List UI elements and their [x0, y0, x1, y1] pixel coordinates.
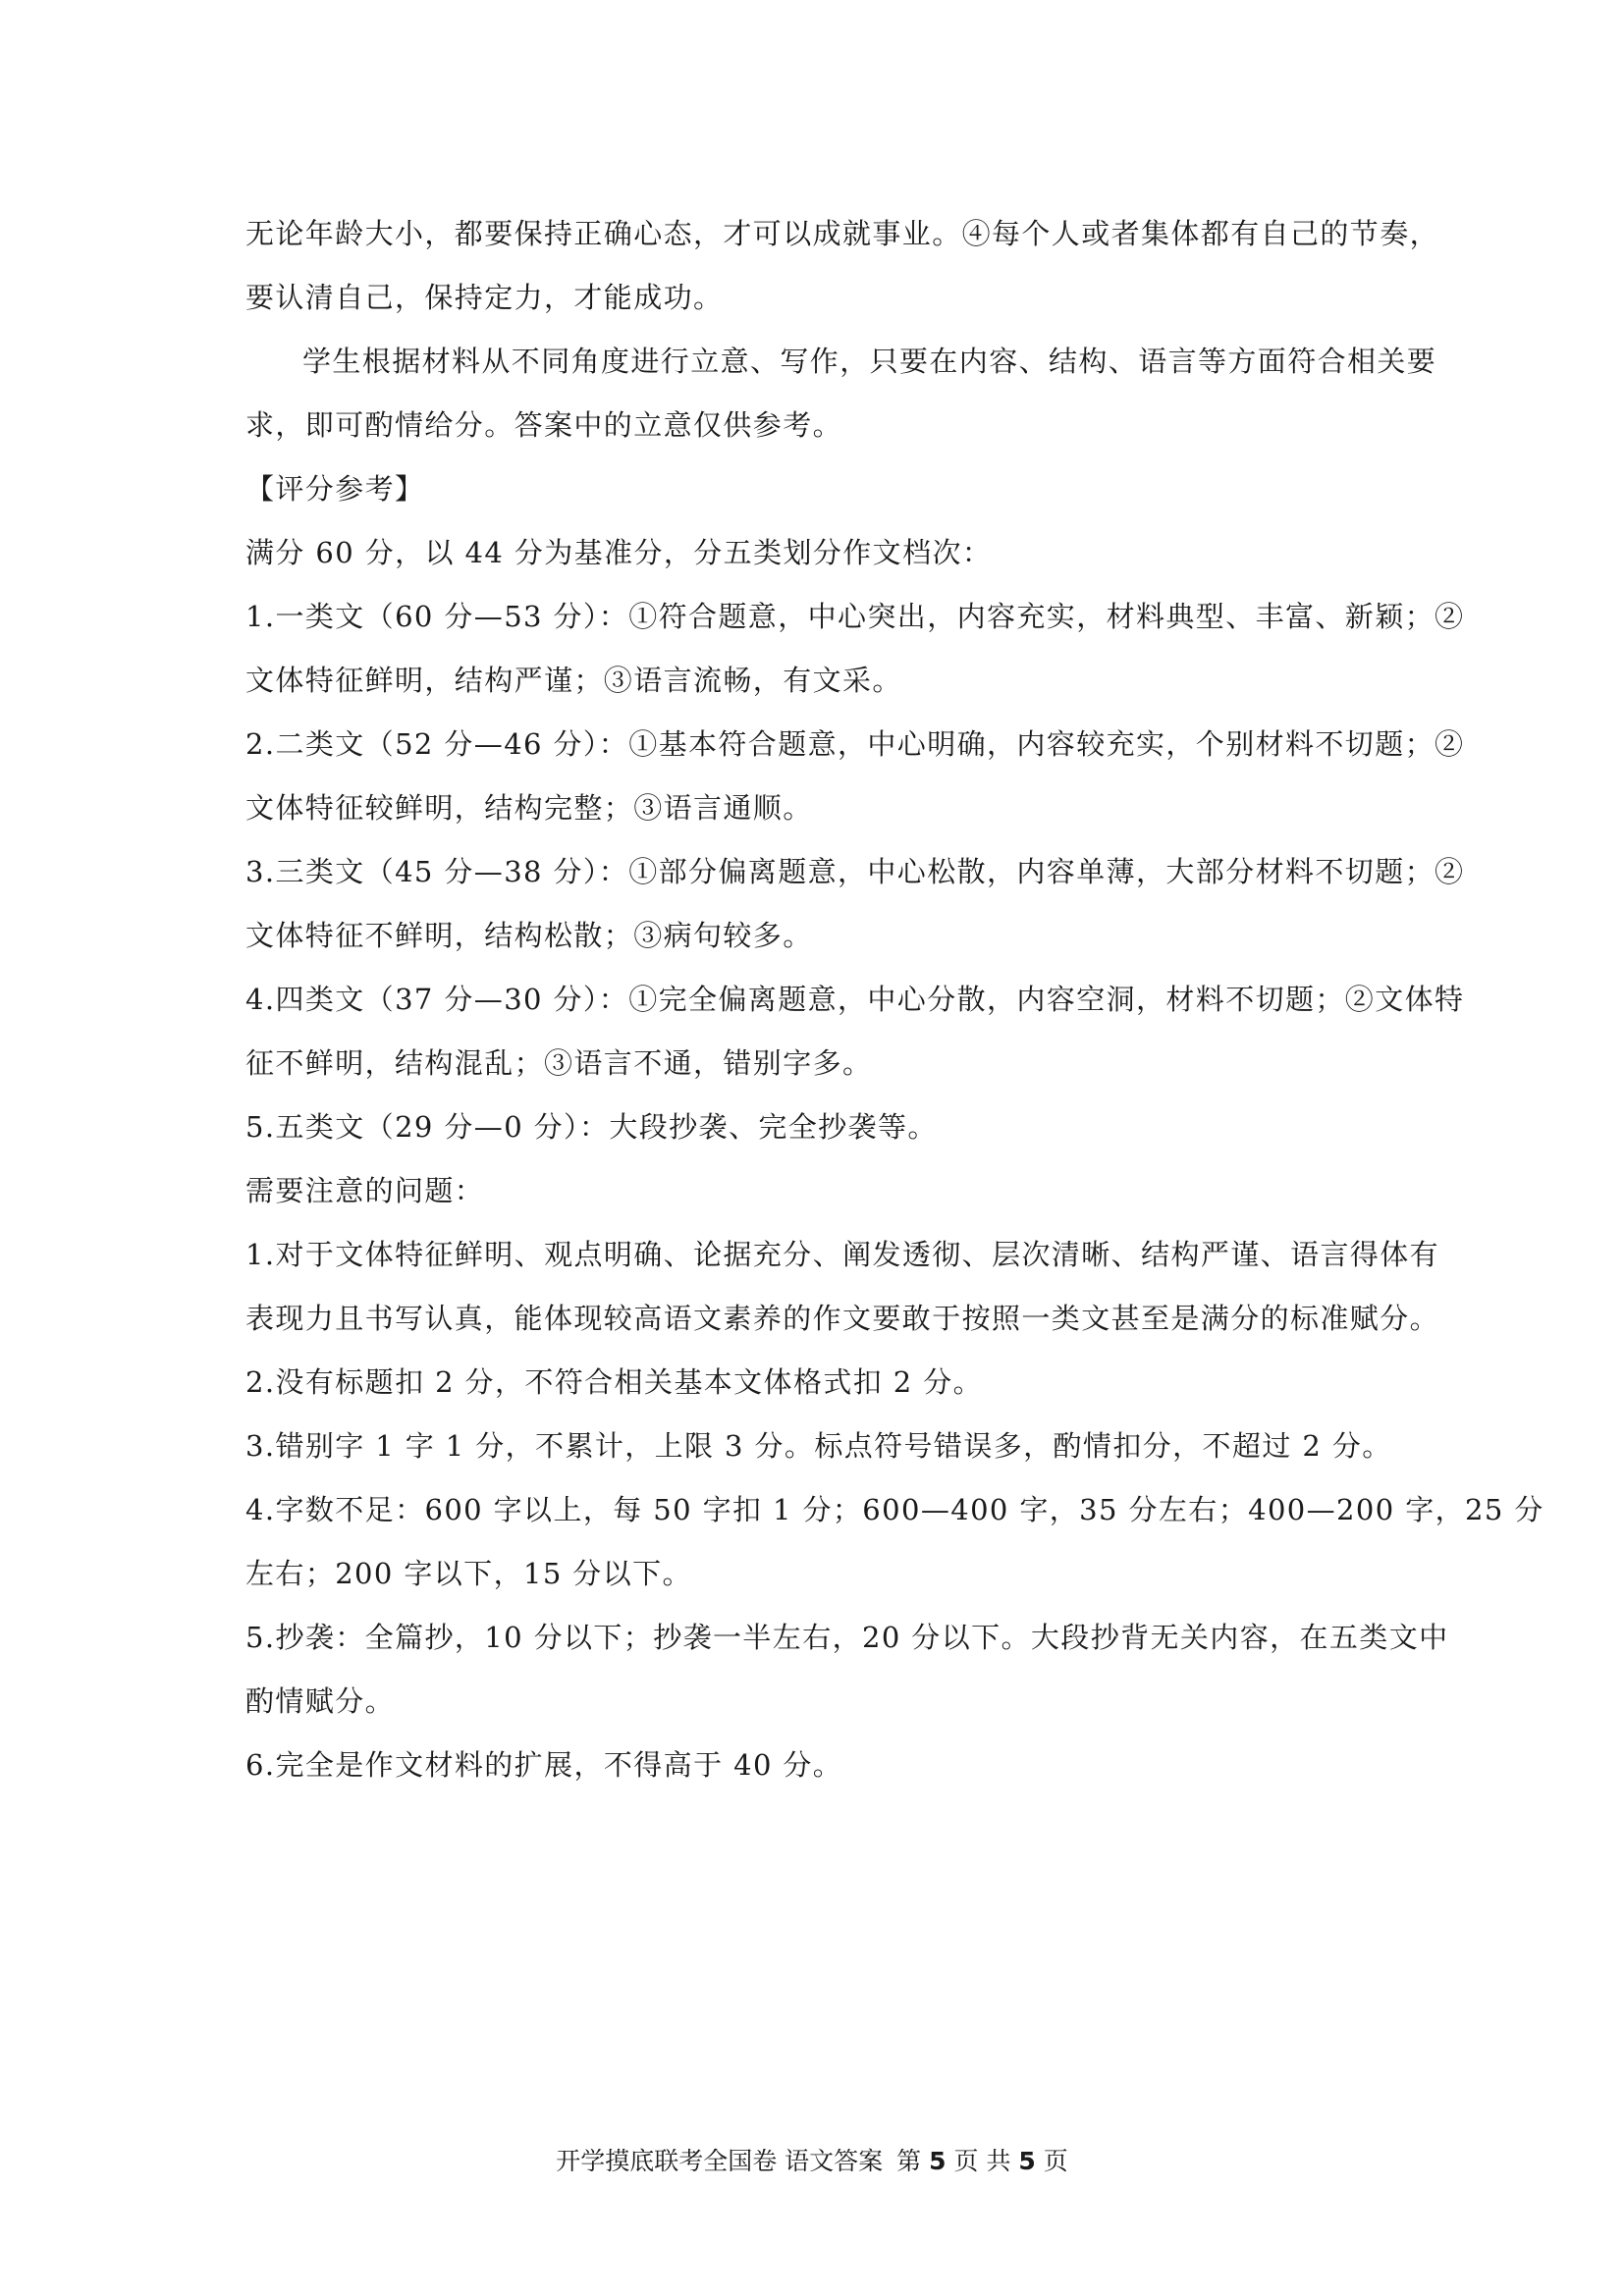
answer-page-body: [245, 202, 1544, 1797]
note-2-line: 2.没有标题扣 2 分，不符合相关基本文体格式扣 2 分。: [245, 1365, 984, 1399]
note-1-line-2: 表现力且书写认真，能体现较高语文素养的作文要敢于按照一类文甚至是满分的标准赋分。: [245, 1302, 1440, 1335]
grade-4-line-2: 征不鲜明，结构混乱；③语言不通，错别字多。: [245, 1046, 873, 1080]
footer-page-current: 5: [929, 2147, 947, 2175]
page-footer: [0, 2142, 1624, 2181]
note-6-line: 6.完全是作文材料的扩展，不得高于 40 分。: [245, 1748, 843, 1782]
text-line-4: 求，即可酌情给分。答案中的立意仅供参考。: [245, 408, 843, 442]
grade-5-line: 5.五类文（29 分—0 分）：大段抄袭、完全抄袭等。: [245, 1110, 938, 1144]
footer-page-total: 5: [1018, 2147, 1036, 2175]
grade-4-line-1: 4.四类文（37 分—30 分）：①完全偏离题意，中心分散，内容空洞，材料不切题；②文体特: [245, 983, 1465, 1016]
text-line-3: 学生根据材料从不同角度进行立意、写作，只要在内容、结构、语言等方面符合相关要: [302, 345, 1437, 378]
note-4-line-1: 4.字数不足：600 字以上，每 50 字扣 1 分；600—400 字，35 分左右；400—200 字，25 分: [245, 1493, 1544, 1526]
text-line-2: 要认清自己，保持定力，才能成功。: [245, 281, 724, 314]
note-5-line-2: 酌情赋分。: [245, 1684, 396, 1718]
footer-page-suffix: 页: [1043, 2147, 1068, 2175]
note-3-line: 3.错别字 1 字 1 分，不累计，上限 3 分。标点符号错误多，酌情扣分，不超过 2 分。: [245, 1429, 1392, 1463]
footer-page-prefix: 第: [896, 2147, 922, 2175]
footer-page-mid: 页 共: [953, 2147, 1011, 2175]
note-1-line-1: 1.对于文体特征鲜明、观点明确、论据充分、阐发透彻、层次清晰、结构严谨、语言得体有: [245, 1238, 1440, 1271]
footer-title: 开学摸底联考全国卷 语文答案: [556, 2147, 884, 2175]
grade-1-line-1: 1.一类文（60 分—53 分）：①符合题意，中心突出，内容充实，材料典型、丰富、新颖；②: [245, 600, 1465, 633]
note-5-line-1: 5.抄袭：全篇抄，10 分以下；抄袭一半左右，20 分以下。大段抄背无关内容，在五类文中: [245, 1621, 1449, 1654]
note-4-line-2: 左右；200 字以下，15 分以下。: [245, 1557, 692, 1590]
grade-1-line-2: 文体特征鲜明，结构严谨；③语言流畅，有文采。: [245, 664, 902, 697]
grade-2-line-2: 文体特征较鲜明，结构完整；③语言通顺。: [245, 791, 813, 825]
grade-3-line-2: 文体特征不鲜明，结构松散；③病句较多。: [245, 919, 813, 952]
grade-2-line-1: 2.二类文（52 分—46 分）：①基本符合题意，中心明确，内容较充实，个别材料不切题；②: [245, 727, 1465, 761]
text-line-full-score: 满分 60 分，以 44 分为基准分，分五类划分作文档次：: [245, 536, 993, 569]
grade-3-line-1: 3.三类文（45 分—38 分）：①部分偏离题意，中心松散，内容单薄，大部分材料不切题；②: [245, 855, 1465, 888]
text-line-1: 无论年龄大小，都要保持正确心态，才可以成就事业。④每个人或者集体都有自己的节奏，: [245, 217, 1440, 250]
section-heading-scoring: 【评分参考】: [245, 472, 425, 506]
notes-heading: 需要注意的问题：: [245, 1174, 485, 1207]
